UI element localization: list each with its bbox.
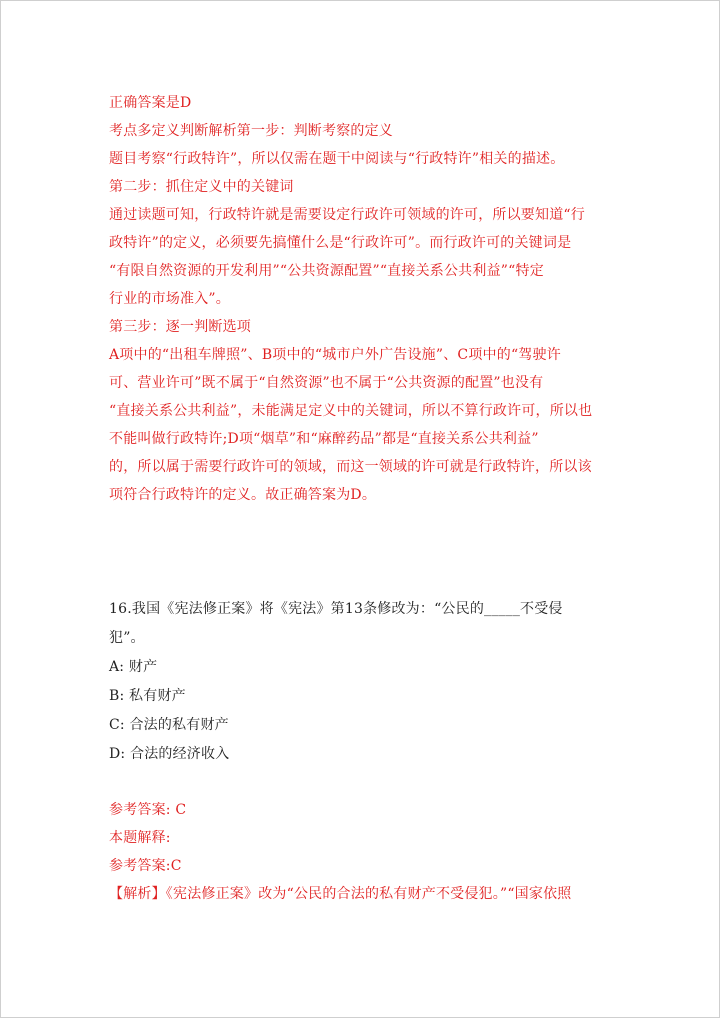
explanation-line: A项中的“出租车牌照”、B项中的“城市户外广告设施”、C项中的“驾驶许 — [109, 347, 561, 363]
question-stem: 16.我国《宪法修正案》将《宪法》第13条修改为：“公民的_____不受侵 — [109, 601, 563, 617]
explanation-label: 本题解释: — [109, 830, 171, 846]
reference-answer-2: 参考答案:C — [109, 858, 182, 874]
option-d: D: 合法的经济收入 — [109, 746, 230, 762]
analysis-line: 【解析】《宪法修正案》改为“公民的合法的私有财产不受侵犯。”“国家依照 — [109, 886, 572, 902]
explanation-line: 可、营业许可”既不属于“自然资源”也不属于“公共资源的配置”也没有 — [109, 375, 544, 391]
explanation-line: 行业的市场准入”。 — [109, 291, 230, 307]
reference-answer: 参考答案: C — [109, 802, 187, 818]
explanation-line: “直接关系公共利益”，未能满足定义中的关键词，所以不算行政许可，所以也 — [109, 403, 593, 419]
explanation-line: “有限自然资源的开发利用”“公共资源配置”“直接关系公共利益”“特定 — [109, 263, 544, 279]
explanation-line: 不能叫做行政特许;D项“烟草”和“麻醉药品”都是“直接关系公共利益” — [109, 431, 539, 447]
correct-answer-line: 正确答案是D — [109, 95, 192, 111]
explanation-line: 题目考察“行政特许”，所以仅需在题干中阅读与“行政特许”相关的描述。 — [109, 151, 565, 167]
explanation-line: 的，所以属于需要行政许可的领域，而这一领域的许可就是行政特许，所以该 — [109, 459, 592, 475]
explanation-line: 第三步：逐一判断选项 — [109, 319, 251, 335]
explanation-line: 通过读题可知，行政特许就是需要设定行政许可领域的许可，所以要知道“行 — [109, 207, 585, 223]
option-b: B: 私有财产 — [109, 688, 186, 704]
explanation-line: 考点多定义判断解析第一步：判断考察的定义 — [109, 123, 393, 139]
option-a: A: 财产 — [109, 659, 158, 675]
question-stem: 犯”。 — [109, 630, 145, 646]
explanation-line: 第二步：抓住定义中的关键词 — [109, 179, 294, 195]
explanation-line: 项符合行政特许的定义。故正确答案为D。 — [109, 487, 377, 503]
explanation-line: 政特许”的定义，必须要先搞懂什么是“行政许可”。而行政许可的关键词是 — [109, 235, 572, 251]
option-c: C: 合法的私有财产 — [109, 717, 229, 733]
